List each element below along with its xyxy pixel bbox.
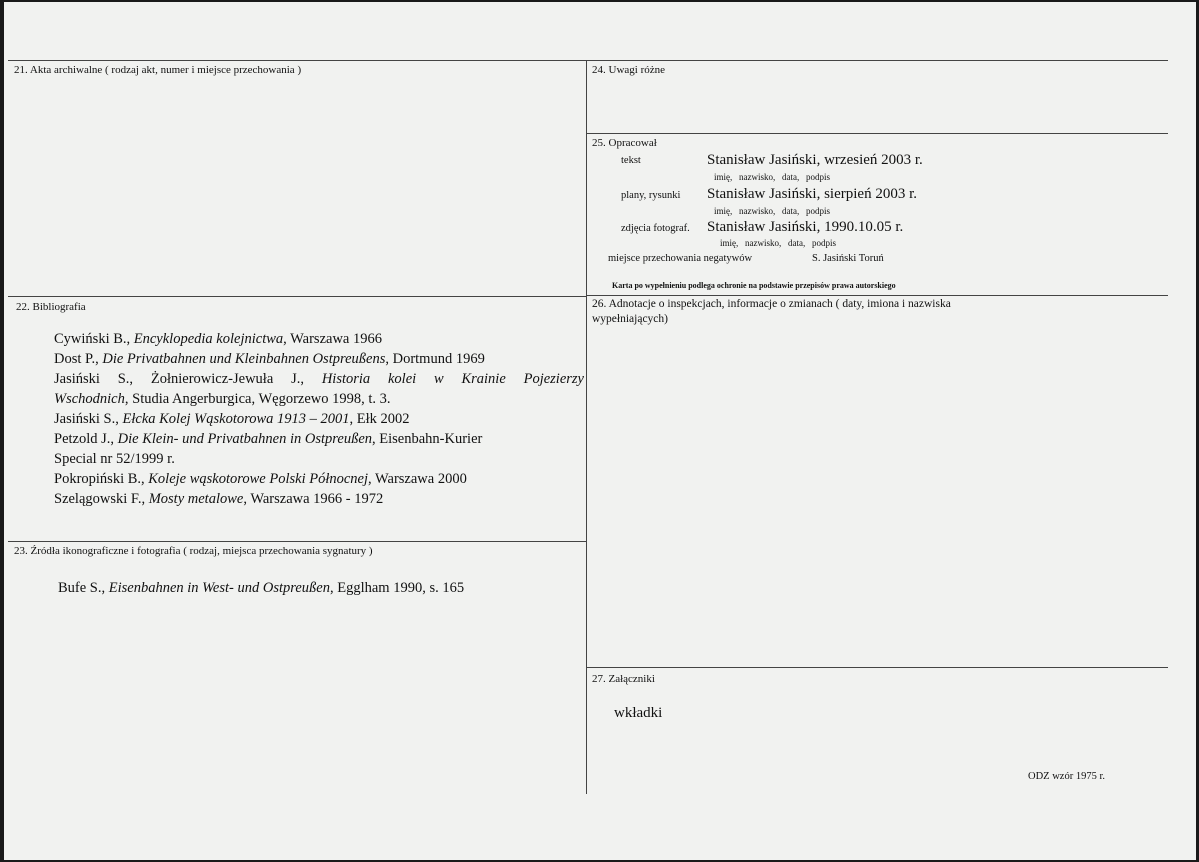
bibliography-entry: Szelągowski F., Mosty metalowe, Warszawa 1966 - 1972 xyxy=(54,491,384,507)
copyright-notice: Karta po wypełnieniu podlega ochronie na podstawie przepisów prawa autorskiego xyxy=(612,281,896,290)
section-26-label-cont: wypełniających) xyxy=(592,313,668,325)
author-row-value: Stanisław Jasiński, 1990.10.05 r. xyxy=(707,219,904,235)
divider-24-25 xyxy=(586,133,1168,134)
bibliography-entry: Jasiński S., Ełcka Kolej Wąskotorowa 1913 – 2001, Ełk 2002 xyxy=(54,411,410,427)
divider-21-22 xyxy=(8,296,586,297)
divider-26-27 xyxy=(586,667,1168,668)
bibliography-entry: Dost P., Die Privatbahnen und Kleinbahnen Ostpreußens, Dortmund 1969 xyxy=(54,351,485,367)
author-row-key: zdjęcia fotograf. xyxy=(621,223,690,234)
author-row-key: tekst xyxy=(621,155,641,166)
bibliography-entry: Petzold J., Die Klein- und Privatbahnen in Ostpreußen, Eisenbahn-Kurier xyxy=(54,431,483,447)
section-21-label: 21. Akta archiwalne ( rodzaj akt, numer i miejsce przechowania ) xyxy=(14,64,302,76)
author-row-value: Stanisław Jasiński, wrzesień 2003 r. xyxy=(707,152,923,168)
iconography-entry: Bufe S., Eisenbahnen in West- und Ostpreußen, Egglham 1990, s. 165 xyxy=(58,580,465,596)
section-22-label: 22. Bibliografia xyxy=(16,301,86,313)
bibliography-entry: Special nr 52/1999 r. xyxy=(54,451,175,467)
top-rule xyxy=(8,60,1168,61)
author-row-key: plany, rysunki xyxy=(621,190,681,201)
bibliography-entry: Pokropiński B., Koleje wąskotorowe Polski Północnej, Warszawa 2000 xyxy=(54,471,467,487)
bibliography-entry: Cywiński B., Encyklopedia kolejnictwa, Warszawa 1966 xyxy=(54,331,382,347)
section-25-label: 25. Opracował xyxy=(592,137,657,149)
author-row-sub: imię, nazwisko, data, podpis xyxy=(714,172,830,182)
author-row-value: Stanisław Jasiński, sierpień 2003 r. xyxy=(707,186,917,202)
section-27-label: 27. Załączniki xyxy=(592,673,655,685)
divider-22-23 xyxy=(8,541,586,542)
section-23-label: 23. Źródła ikonograficzne i fotografia ( rodzaj, miejsca przechowania sygnatury ) xyxy=(14,545,373,557)
section-26-label: 26. Adnotacje o inspekcjach, informacje o zmianach ( daty, imiona i nazwiska xyxy=(592,298,951,310)
attachments-value: wkładki xyxy=(614,705,663,721)
negatives-label: miejsce przechowania negatywów xyxy=(608,253,753,264)
center-divider xyxy=(586,60,587,794)
form-version: ODZ wzór 1975 r. xyxy=(1028,771,1105,782)
author-row-sub: imię, nazwisko, data, podpis xyxy=(714,206,830,216)
author-row-sub: imię, nazwisko, data, podpis xyxy=(720,238,836,248)
bibliography-entry: Wschodnich, Studia Angerburgica, Węgorzewo 1998, t. 3. xyxy=(54,391,391,407)
divider-25-26 xyxy=(586,295,1168,296)
bibliography-list xyxy=(54,329,584,509)
record-card xyxy=(4,2,1196,860)
negatives-value: S. Jasiński Toruń xyxy=(812,253,884,264)
bibliography-entry: Jasiński S., Żołnierowicz-Jewuła J., Historia kolei w Krainie Pojezierzy xyxy=(54,371,584,387)
section-24-label: 24. Uwagi różne xyxy=(592,64,666,76)
